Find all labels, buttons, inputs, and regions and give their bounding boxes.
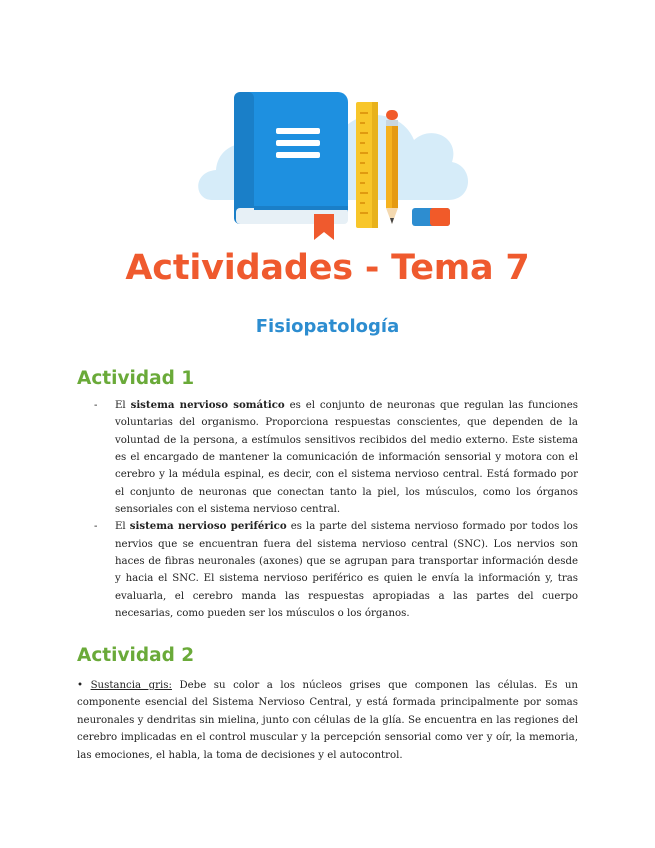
bullet-dot: •	[77, 680, 84, 691]
eraser-icon	[412, 208, 450, 226]
pencil-icon	[386, 110, 398, 224]
actividad-2-paragraph	[77, 677, 578, 764]
list-item	[94, 518, 578, 622]
term-sustancia-gris: Sustancia gris:	[90, 680, 172, 691]
item-lead: El	[115, 400, 131, 411]
book-icon	[234, 92, 348, 240]
section-heading-actividad-1: Actividad 1	[77, 368, 195, 389]
item-body: es la parte del sistema nervioso formado por todos los nervios que se encuentran fuera del sistema nervioso central (SNC). Los nervios son haces de fibras neuronales (axones) que se agrupan para transportar información desde y hacia el SNC. El sistema nervioso periférico es quien le envía la información y, tras evaluarla, el cerebro manda las respuestas apropiadas a las partes del cuerpo necesarias, como pueden ser los músculos o los órganos.	[115, 521, 578, 620]
item-body: es el conjunto de neuronas que regulan las funciones voluntarias del organismo. Proporciona respuestas conscientes, que dependen de la voluntad de la persona, a estímulos sensitivos recibidos del medio externo. Este sistema es el encargado de mantener la comunicación de información sensorial y motora con el cerebro y la médula espinal, es decir, con el sistema nervioso central. Está formado por el conjunto de neuronas que conectan tanto la piel, los músculos, como los órganos sensoriales con el sistema nervioso central.	[115, 400, 578, 516]
ruler-icon	[356, 102, 378, 228]
page-subtitle: Fisiopatología	[255, 316, 400, 337]
section-heading-actividad-2: Actividad 2	[77, 645, 195, 666]
page-title: Actividades - Tema 7	[125, 248, 530, 288]
education-illustration	[190, 80, 470, 240]
bullet-dash: -	[94, 521, 98, 533]
item-lead: El	[115, 521, 130, 533]
bullet-dash: -	[94, 400, 98, 411]
actividad-1-list	[94, 397, 578, 622]
list-item	[94, 397, 578, 518]
item-term: sistema nervioso somático	[130, 399, 285, 411]
paragraph-body: Debe su color a los núcleos grises que componen las células. Es un componente esencial del Sistema Nervioso Central, y está formada principalmente por somas neuronales y dendritas sin mielina, junto con células de la glía. Se encuentra en las regiones del cerebro implicadas en el control muscular y la percepción sensorial como ver y oír, la memoria, las emociones, el habla, la toma de decisiones y el autocontrol.	[77, 680, 578, 761]
item-term: sistema nervioso periférico	[129, 520, 287, 533]
